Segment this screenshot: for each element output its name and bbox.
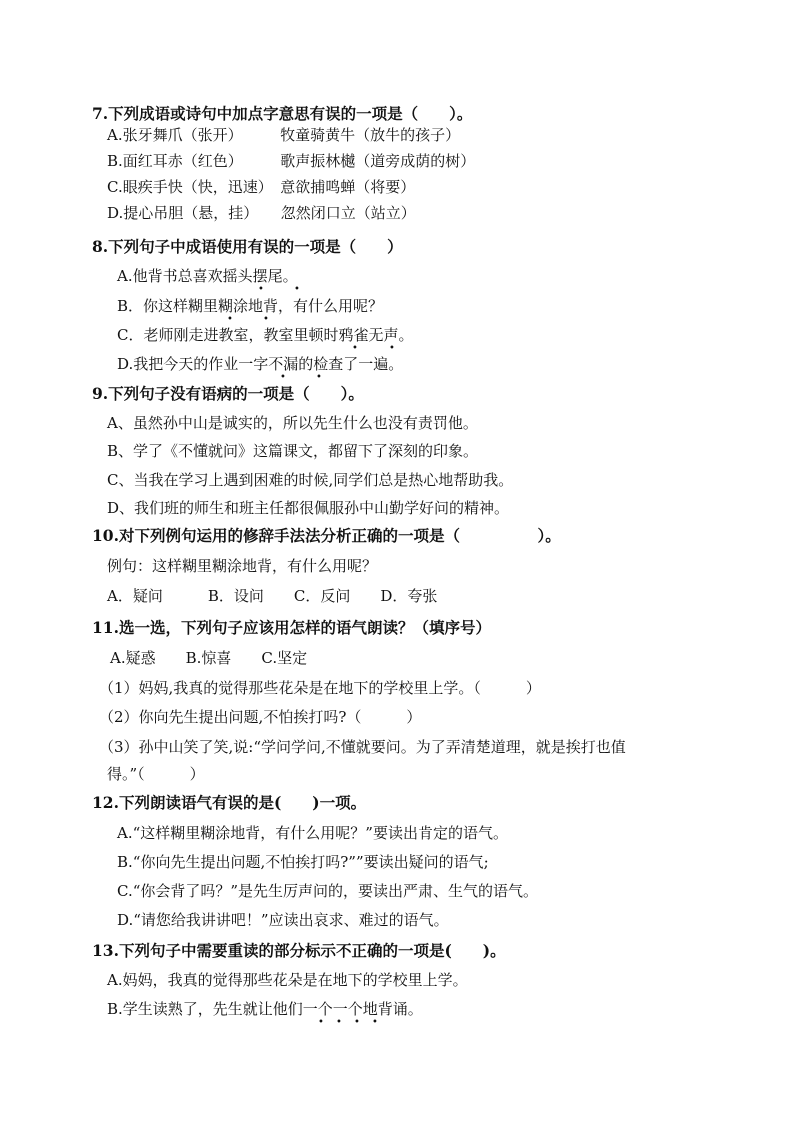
- question-11-sentence-3-cont: 得。”（ ）: [107, 765, 205, 783]
- emphasis-dot: •: [316, 372, 322, 383]
- question-7-option-c: C.眼疾手快（快，迅速） 意欲捕鸣蝉（将要）: [107, 178, 416, 196]
- question-11-sentence-3: （3）孙中山笑了笑,说:“学问学问,不懂就要问。为了弄清楚道理，就是挨打也值: [99, 738, 626, 756]
- question-12-option-d: D.“请您给我讲讲吧！”应读出哀求、难过的语气。: [117, 911, 449, 929]
- question-12-option-b: B.“你向先生提出问题,不怕挨打吗?””要读出疑问的语气;: [117, 853, 489, 871]
- emphasis-dot: •: [318, 1017, 324, 1028]
- question-13-option-b: B.学生读熟了，先生就让他们一个一个地背诵。: [107, 1000, 423, 1018]
- question-7-option-a: A.张牙舞爪（张开） 牧童骑黄牛（放牛的孩子）: [107, 126, 461, 144]
- question-9-title: 9.下列句子没有语病的一项是（ ）。: [92, 384, 364, 403]
- emphasis-dot: •: [354, 1017, 360, 1028]
- question-8-title: 8.下列句子中成语使用有误的一项是（ ）: [92, 237, 403, 256]
- emphasis-dot: •: [258, 284, 264, 295]
- question-11-options: A.疑惑 B.惊喜 C.坚定: [110, 649, 308, 667]
- emphasis-dot: •: [352, 343, 358, 354]
- question-9-option-d: D、我们班的师生和班主任都很佩服孙中山勤学好问的精神。: [107, 499, 510, 517]
- question-10-example: 例句：这样糊里糊涂地背，有什么用呢？: [107, 557, 378, 575]
- question-8-option-d: D.我把今天的作业一字不漏的检查了一遍。: [117, 355, 404, 373]
- question-9-option-c: C、当我在学习上遇到困难的时候,同学们总是热心地帮助我。: [107, 471, 514, 489]
- question-10-options: A．疑问 B．设问 C．反问 D．夸张: [107, 587, 438, 605]
- emphasis-dot: •: [336, 1017, 342, 1028]
- question-12-title: 12.下列朗读语气有误的是( )一项。: [92, 793, 367, 812]
- question-7-option-d: D.提心吊胆（悬，挂） 忽然闭口立（站立）: [107, 204, 416, 222]
- emphasis-dot: •: [294, 284, 300, 295]
- question-7-option-b: B.面红耳赤（红色） 歌声振林樾（道旁成荫的树）: [107, 152, 476, 170]
- question-8-option-a: A.他背书总喜欢摇头摆尾。: [117, 267, 298, 285]
- emphasis-dot: •: [389, 343, 395, 354]
- question-11-sentence-2: （2）你向先生提出问题,不怕挨打吗?（ ）: [99, 708, 422, 726]
- question-9-option-a: A、虽然孙中山是诚实的，所以先生什么也没有责罚他。: [107, 414, 478, 432]
- emphasis-dot: •: [263, 314, 269, 325]
- question-13-title: 13.下列句子中需要重读的部分标示不正确的一项是( )。: [92, 941, 506, 960]
- question-11-title: 11.选一选，下列句子应该用怎样的语气朗读？（填序号）: [92, 618, 491, 637]
- question-10-title: 10.对下列例句运用的修辞手法法分析正确的一项是（ ）。: [92, 526, 561, 545]
- emphasis-dot: •: [280, 372, 286, 383]
- question-13-option-a: A.妈妈，我真的觉得那些花朵是在地下的学校里上学。: [107, 971, 468, 989]
- question-8-option-b: B．你这样糊里糊涂地背，有什么用呢？: [117, 297, 384, 315]
- question-12-option-a: A.“这样糊里糊涂地背，有什么用呢？”要读出肯定的语气。: [117, 824, 508, 842]
- question-11-sentence-1: （1）妈妈,我真的觉得那些花朵是在地下的学校里上学。（ ）: [99, 679, 541, 697]
- question-9-option-b: B、学了《不懂就问》这篇课文，都留下了深刻的印象。: [107, 442, 479, 460]
- emphasis-dot: •: [372, 1017, 378, 1028]
- question-8-option-c: C．老师刚走进教室，教室里顿时鸦雀无声。: [117, 326, 414, 344]
- question-12-option-c: C.“你会背了吗？”是先生厉声问的，要读出严肃、生气的语气。: [117, 882, 539, 900]
- emphasis-dot: •: [227, 314, 233, 325]
- question-7-title: 7.下列成语或诗句中加点字意思有误的一项是（ ）。: [92, 104, 473, 123]
